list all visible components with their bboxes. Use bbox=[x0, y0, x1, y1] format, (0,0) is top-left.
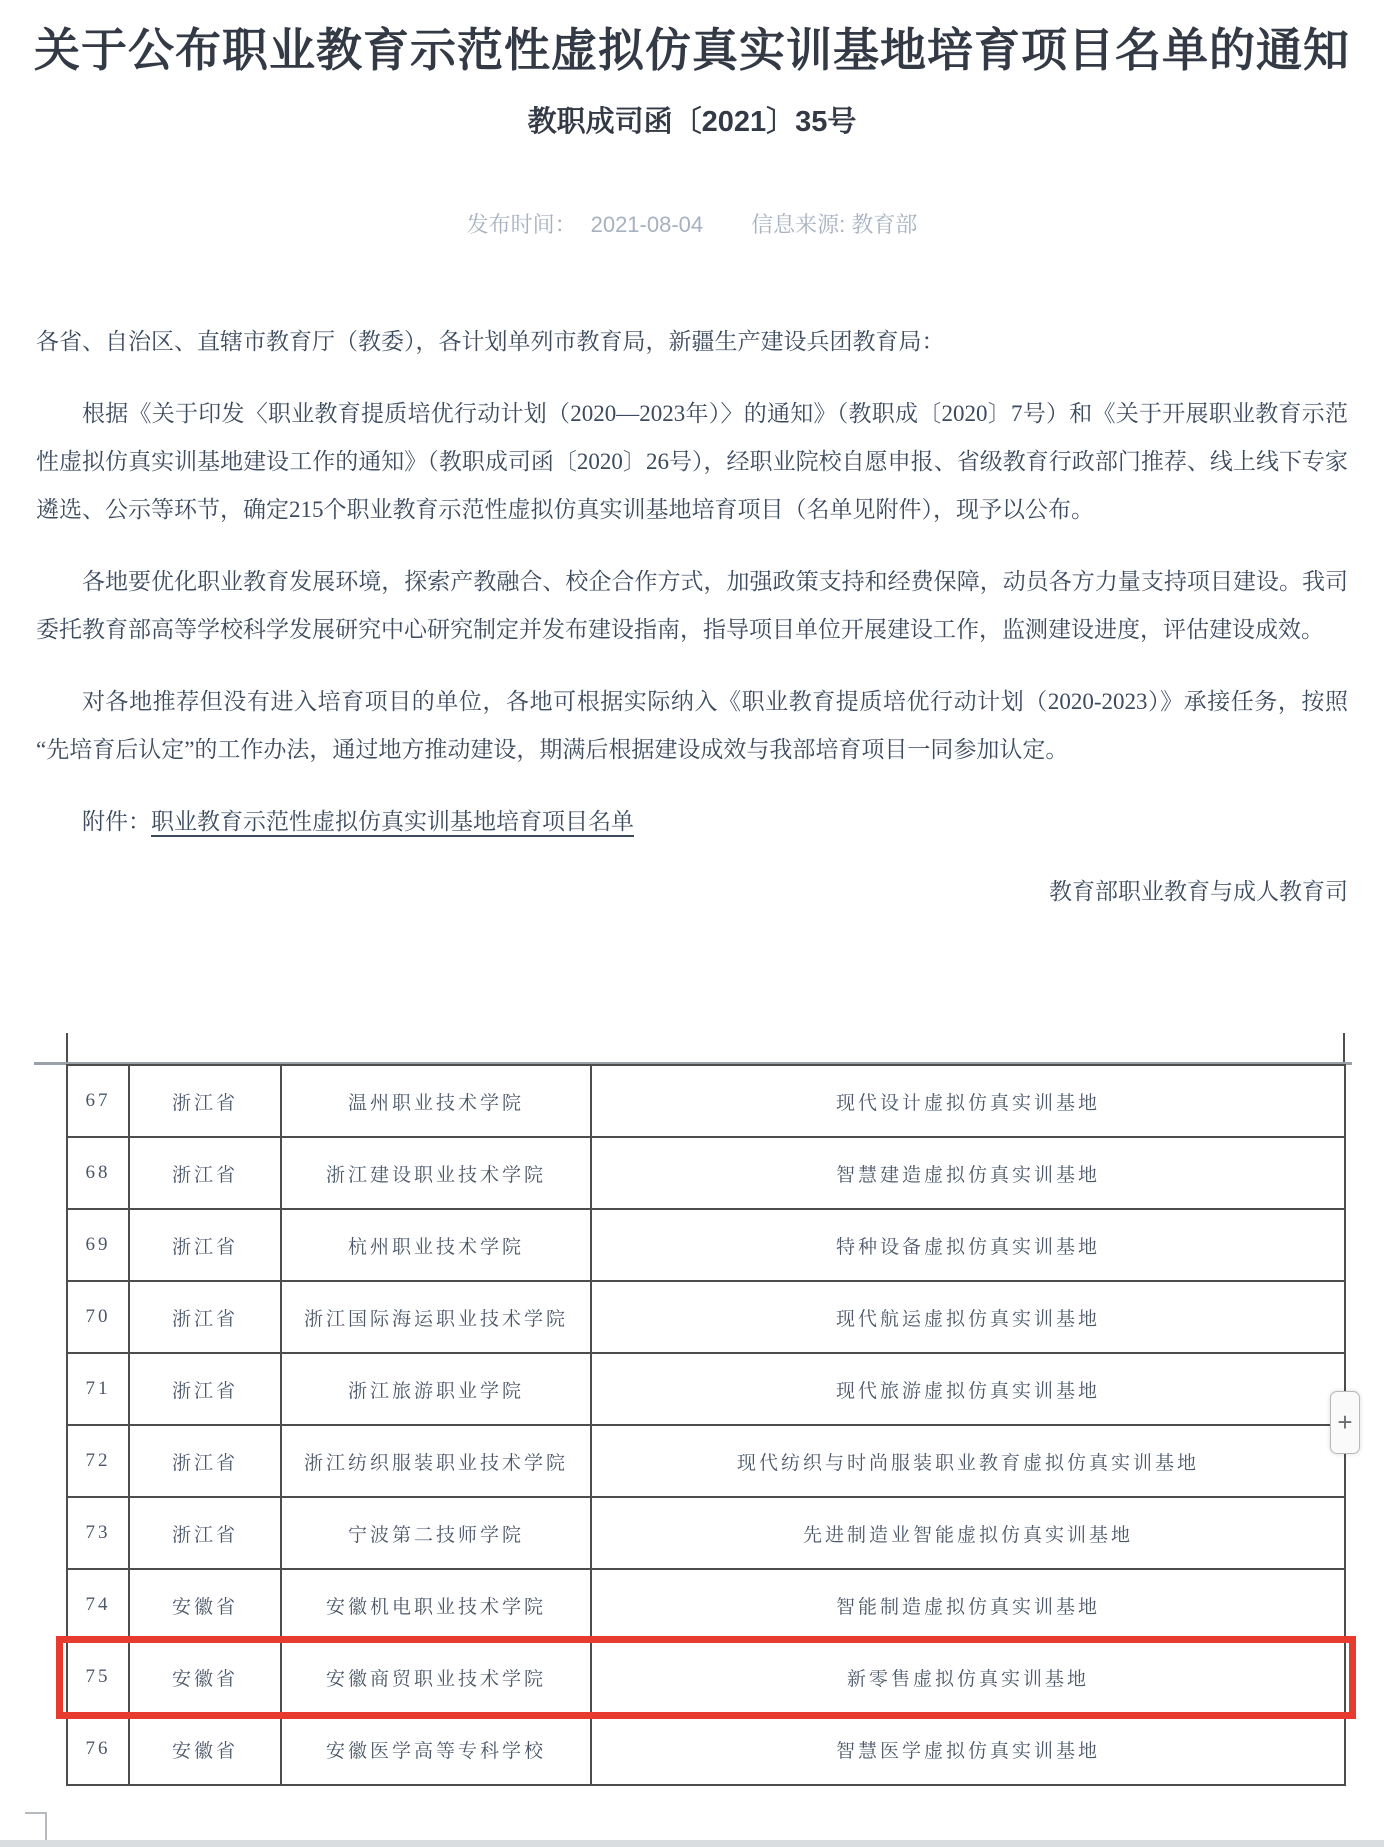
cell-project: 现代旅游虚拟仿真实训基地 bbox=[591, 1353, 1345, 1425]
cell-no: 74 bbox=[67, 1569, 129, 1641]
table-row bbox=[67, 1281, 1345, 1353]
table-row bbox=[67, 1497, 1345, 1569]
cell-project: 智能制造虚拟仿真实训基地 bbox=[591, 1569, 1345, 1641]
cell-province: 安徽省 bbox=[129, 1569, 281, 1641]
cell-school: 温州职业技术学院 bbox=[281, 1065, 591, 1137]
cell-project: 智慧医学虚拟仿真实训基地 bbox=[591, 1713, 1345, 1785]
table-row bbox=[67, 1137, 1345, 1209]
cell-project: 先进制造业智能虚拟仿真实训基地 bbox=[591, 1497, 1345, 1569]
cell-no: 73 bbox=[67, 1497, 129, 1569]
issuer-signature: 教育部职业教育与成人教育司 bbox=[1049, 879, 1348, 904]
notice-body bbox=[36, 318, 1348, 916]
attachment-table-body bbox=[67, 1065, 1345, 1785]
document-number: 教职成司函〔2021〕35号 bbox=[527, 106, 857, 138]
zoom-in-button[interactable]: + bbox=[1330, 1391, 1360, 1454]
table-row bbox=[67, 1353, 1345, 1425]
cell-province: 浙江省 bbox=[129, 1425, 281, 1497]
cell-province: 浙江省 bbox=[129, 1137, 281, 1209]
table-edge-stub-right bbox=[1343, 1033, 1345, 1063]
cell-province: 安徽省 bbox=[129, 1641, 281, 1713]
cell-school: 浙江纺织服装职业技术学院 bbox=[281, 1425, 591, 1497]
cell-project: 特种设备虚拟仿真实训基地 bbox=[591, 1209, 1345, 1281]
table-row bbox=[67, 1713, 1345, 1785]
meta-line bbox=[0, 210, 1384, 240]
attachment-label: 附件： bbox=[82, 809, 151, 834]
cell-no: 68 bbox=[67, 1137, 129, 1209]
cell-project: 现代设计虚拟仿真实训基地 bbox=[591, 1065, 1345, 1137]
salutation: 各省、自治区、直辖市教育厅（教委），各计划单列市教育局，新疆生产建设兵团教育局： bbox=[36, 329, 945, 354]
table-row bbox=[67, 1641, 1345, 1713]
source-label: 信息来源: bbox=[751, 212, 846, 237]
page-title: 关于公布职业教育示范性虚拟仿真实训基地培育项目名单的通知 bbox=[34, 24, 1350, 76]
publish-date-value: 2021-08-04 bbox=[590, 212, 704, 237]
source-value: 教育部 bbox=[851, 212, 918, 237]
cell-province: 浙江省 bbox=[129, 1353, 281, 1425]
cell-no: 67 bbox=[67, 1065, 129, 1137]
cell-no: 71 bbox=[67, 1353, 129, 1425]
attachment-table bbox=[66, 1064, 1346, 1786]
table-row bbox=[67, 1209, 1345, 1281]
paragraph-3: 对各地推荐但没有进入培育项目的单位，各地可根据实际纳入《职业教育提质培优行动计划（2020-2023）》承接任务，按照“先培育后认定”的工作办法，通过地方推动建设，期满后根据建设成效与我部培育项目一同参加认定。 bbox=[36, 689, 1348, 762]
attachment-line bbox=[36, 798, 1348, 846]
attachment-link[interactable]: 职业教育示范性虚拟仿真实训基地培育项目名单 bbox=[151, 809, 634, 834]
viewport-bottom-strip bbox=[0, 1840, 1384, 1847]
cell-no: 75 bbox=[67, 1641, 129, 1713]
table-edge-stub-left bbox=[66, 1033, 68, 1063]
paragraph-2: 各地要优化职业教育发展环境，探索产教融合、校企合作方式，加强政策支持和经费保障，动员各方力量支持项目建设。我司委托教育部高等学校科学发展研究中心研究制定并发布建设指南，指导项目单位开展建设工作，监测建设进度，评估建设成效。 bbox=[36, 569, 1348, 642]
cell-school: 浙江国际海运职业技术学院 bbox=[281, 1281, 591, 1353]
cell-project: 现代纺织与时尚服装职业教育虚拟仿真实训基地 bbox=[591, 1425, 1345, 1497]
cell-province: 浙江省 bbox=[129, 1281, 281, 1353]
cell-school: 宁波第二技师学院 bbox=[281, 1497, 591, 1569]
cell-school: 安徽医学高等专科学校 bbox=[281, 1713, 591, 1785]
table-row bbox=[67, 1569, 1345, 1641]
cell-school: 安徽机电职业技术学院 bbox=[281, 1569, 591, 1641]
table-row bbox=[67, 1425, 1345, 1497]
cell-project: 新零售虚拟仿真实训基地 bbox=[591, 1641, 1345, 1713]
cell-no: 69 bbox=[67, 1209, 129, 1281]
cell-province: 安徽省 bbox=[129, 1713, 281, 1785]
cell-province: 浙江省 bbox=[129, 1065, 281, 1137]
cell-project: 智慧建造虚拟仿真实训基地 bbox=[591, 1137, 1345, 1209]
cell-school: 浙江建设职业技术学院 bbox=[281, 1137, 591, 1209]
cell-province: 浙江省 bbox=[129, 1209, 281, 1281]
cell-province: 浙江省 bbox=[129, 1497, 281, 1569]
cell-no: 70 bbox=[67, 1281, 129, 1353]
cell-no: 72 bbox=[67, 1425, 129, 1497]
cell-school: 杭州职业技术学院 bbox=[281, 1209, 591, 1281]
publish-date-label: 发布时间： bbox=[466, 212, 577, 237]
attachment-table-zone bbox=[0, 1033, 1384, 1847]
table-row bbox=[67, 1065, 1345, 1137]
cell-project: 现代航运虚拟仿真实训基地 bbox=[591, 1281, 1345, 1353]
cell-school: 安徽商贸职业技术学院 bbox=[281, 1641, 591, 1713]
cell-school: 浙江旅游职业学院 bbox=[281, 1353, 591, 1425]
paragraph-1: 根据《关于印发〈职业教育提质培优行动计划（2020—2023年）〉的通知》（教职成〔2020〕7号）和《关于开展职业教育示范性虚拟仿真实训基地建设工作的通知》（教职成司函〔2020〕26号），经职业院校自愿申报、省级教育行政部门推荐、线上线下专家遴选、公示等环节，确定215个职业教育示范性虚拟仿真实训基地培育项目（名单见附件），现予以公布。 bbox=[36, 401, 1348, 522]
notice-header bbox=[0, 0, 1384, 240]
cell-no: 76 bbox=[67, 1713, 129, 1785]
